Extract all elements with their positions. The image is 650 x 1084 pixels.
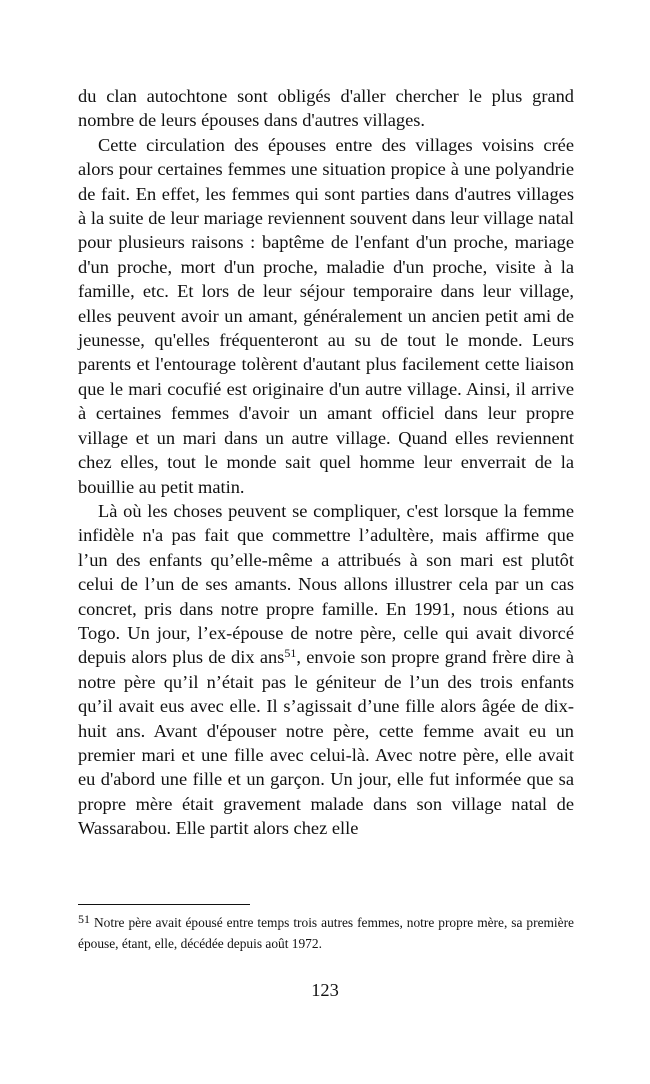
paragraph-3-part-2: , envoie son propre grand frère dire à notre père qu’il n’était pas le géniteur de l’un des trois enfants qu’il avait eus avec elle. Il s’agissait d’une fille alors âgée de dix-huit ans. Avant d'épouser notre père, cette femme avait eu un premier mari et une fille avec celui-là. Avec notre père, elle avait eu d'abord une fille et un garçon. Un jour, elle fut informée que sa propre mère était gravement malade dans son village natal de Wassarabou. Elle partit alors chez elle	[78, 647, 574, 839]
paragraph-3-part-1: Là où les choses peuvent se compliquer, c'est lorsque la femme infidèle n'a pas fait que commettre l’adultère, mais affirme que l’un des enfants qu’elle-même a attribués à son mari est plutôt celui de l’un de ses amants. Nous allons illustrer cela par un cas concret, pris dans notre propre famille. En 1991, nous étions au Togo. Un jour, l’ex-épouse de notre père, celle qui avait divorcé depuis alors plus de dix ans	[78, 500, 574, 668]
footnote-number: 51	[78, 912, 90, 926]
footnote-reference: 51	[284, 646, 297, 661]
main-text	[78, 84, 574, 841]
page-number: 123	[311, 980, 339, 1000]
footnote-separator	[78, 904, 250, 905]
paragraph-3	[78, 499, 574, 841]
footnote-text: Notre père avait épousé entre temps trois autres femmes, notre propre mère, sa première épouse, étant, elle, décédée depuis août 1972.	[78, 915, 574, 951]
footnote	[78, 912, 574, 954]
page-body	[78, 84, 574, 841]
paragraph-2: Cette circulation des épouses entre des villages voisins crée alors pour certaines femmes une situation propice à une polyandrie de fait. En effet, les femmes qui sont parties dans d'autres villages à la suite de leur mariage reviennent souvent dans leur village natal pour plusieurs raisons : baptême de l'enfant d'un proche, mariage d'un proche, mort d'un proche, maladie d'un proche, visite à la famille, etc. Et lors de leur séjour temporaire dans leur village, elles peuvent avoir un amant, généralement un ancien petit ami de jeunesse, qu'elles fréquenteront au su de tout le monde. Leurs parents et l'entourage tolèrent d'autant plus facilement cette liaison que le mari cocufié est originaire d'un autre village. Ainsi, il arrive à certaines femmes d'avoir un amant officiel dans leur propre village et un mari dans un autre village. Quand elles reviennent chez elles, tout le monde sait quel homme leur enverrait de la bouillie au petit matin.	[78, 134, 574, 497]
paragraph-1: du clan autochtone sont obligés d'aller chercher le plus grand nombre de leurs épouses dans d'autres villages.	[78, 86, 574, 131]
